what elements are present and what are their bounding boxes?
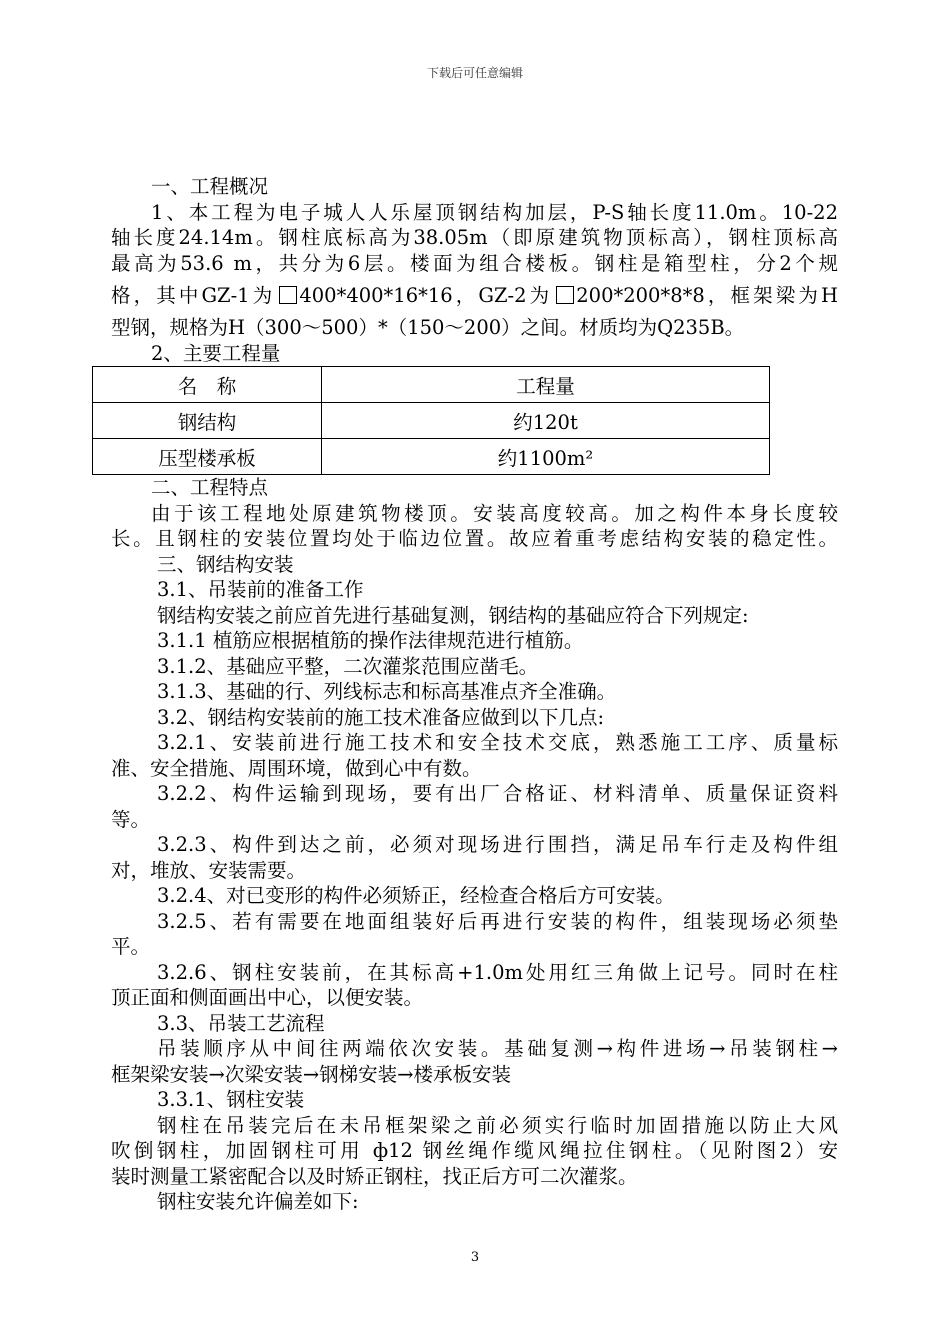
text-run: 400*400*16*16，GZ-2为 — [299, 284, 553, 307]
paragraph-line: 钢柱在吊装完后在未吊框架梁之前必须实行临时加固措施以防止大风 — [157, 1113, 838, 1137]
subsection-title: 3.3、吊装工艺流程 — [157, 1011, 325, 1035]
paragraph-line: 吊装顺序从中间往两端依次安装。基础复测→构件进场→吊装钢柱→ — [157, 1037, 838, 1060]
paragraph-line: 由于该工程地处原建筑物楼顶。安装高度较高。加之构件本身长度较 — [151, 501, 838, 525]
paragraph-line: 等。 — [111, 807, 151, 831]
paragraph-line: 轴长度24.14m。钢柱底标高为38.05m（即原建筑物顶标高），钢柱顶标高 — [111, 226, 838, 249]
subsection-title: 3.3.1、钢柱安装 — [157, 1088, 305, 1111]
paragraph-line: 3.2.3、构件到达之前，必须对现场进行围挡，满足吊车行走及构件组 — [157, 833, 838, 856]
paragraph-line: 3.2.6、钢柱安装前，在其标高+1.0m处用红三角做上记号。同时在柱 — [157, 960, 838, 984]
section-title: 一、工程概况 — [151, 175, 269, 198]
paragraph-line: 3.1.2、基础应平整，二次灌浆范围应凿毛。 — [157, 654, 539, 678]
paragraph-line: 1、本工程为电子城人人乐屋顶钢结构加层，P-S轴长度11.0m。10-22 — [151, 200, 838, 224]
box-section-symbol — [556, 286, 574, 304]
paragraph-line: 3.2.2、构件运输到现场，要有出厂合格证、材料清单、质量保证资料 — [157, 782, 838, 805]
text-run: 格，其中GZ-1为 — [111, 284, 276, 307]
paragraph-line: 钢柱安装允许偏差如下: — [157, 1190, 359, 1213]
table-header-cell: 名 称 — [93, 367, 322, 403]
subsection-title: 3.2、钢结构安装前的施工技术准备应做到以下几点: — [157, 705, 605, 729]
table-cell: 约120t — [322, 403, 770, 439]
text-run: 200*200*8*8，框架梁为H — [576, 284, 838, 307]
subsection-title: 3.1、吊装前的准备工作 — [157, 578, 364, 601]
paragraph-line: 装时测量工紧密配合以及时矫正钢柱，找正后方可二次灌浆。 — [111, 1164, 638, 1188]
paragraph-line: 长。且钢柱的安装位置均处于临边位置。故应着重考虑结构安装的稳定性。 — [111, 527, 838, 550]
document-body — [111, 174, 838, 1215]
paragraph-line: 准、安全措施、周围环境，做到心中有数。 — [111, 756, 482, 780]
header-note: 下载后可任意编辑 — [426, 66, 523, 80]
paragraph-line: 3.1.1 植筋应根据植筋的操作法律规范进行植筋。 — [157, 629, 584, 652]
paragraph-line: 型钢，规格为H（300～500）*（150～200）之间。材质均为Q235B。 — [111, 316, 745, 339]
box-section-symbol — [279, 286, 297, 304]
subsection-title: 2、主要工程量 — [151, 341, 281, 365]
paragraph-line: 最高为53.6 m，共分为6层。楼面为组合楼板。钢柱是箱型柱，分2个规 — [111, 251, 838, 275]
table-cell: 压型楼承板 — [93, 439, 322, 475]
section-title: 三、钢结构安装 — [157, 552, 294, 576]
paragraph-line: 3.2.5、若有需要在地面组装好后再进行安装的构件，组装现场必须垫 — [157, 909, 838, 933]
table-row — [93, 403, 770, 439]
paragraph-line: 吹倒钢柱，加固钢柱可用 ф12 钢丝绳作缆风绳拉住钢柱。（见附图2）安 — [111, 1139, 838, 1162]
paragraph-line: 3.2.1、安装前进行施工技术和安全技术交底，熟悉施工工序、质量标 — [157, 731, 838, 754]
paragraph-line: 对，堆放、安装需要。 — [111, 858, 307, 882]
table-row — [93, 439, 770, 475]
paragraph-line: 3.2.4、对已变形的构件必须矫正，经检查合格后方可安装。 — [157, 884, 675, 907]
page-number: 3 — [470, 1250, 480, 1265]
paragraph-line: 框架梁安装→次梁安装→钢梯安装→楼承板安装 — [111, 1062, 512, 1086]
paragraph-line: 3.1.3、基础的行、列线标志和标高基准点齐全准确。 — [157, 680, 617, 703]
paragraph-line: 顶正面和侧面画出中心，以便安装。 — [111, 986, 424, 1009]
table-header-cell: 工程量 — [322, 367, 770, 403]
paragraph-line — [111, 276, 838, 315]
table-header-row — [93, 367, 770, 403]
section-title: 二、工程特点 — [151, 476, 269, 499]
paragraph-line: 平。 — [111, 935, 151, 958]
table-cell: 约1100m² — [322, 439, 770, 475]
paragraph-line: 钢结构安装之前应首先进行基础复测，钢结构的基础应符合下列规定: — [157, 603, 749, 627]
table-cell: 钢结构 — [93, 403, 322, 439]
quantity-table — [92, 366, 770, 475]
